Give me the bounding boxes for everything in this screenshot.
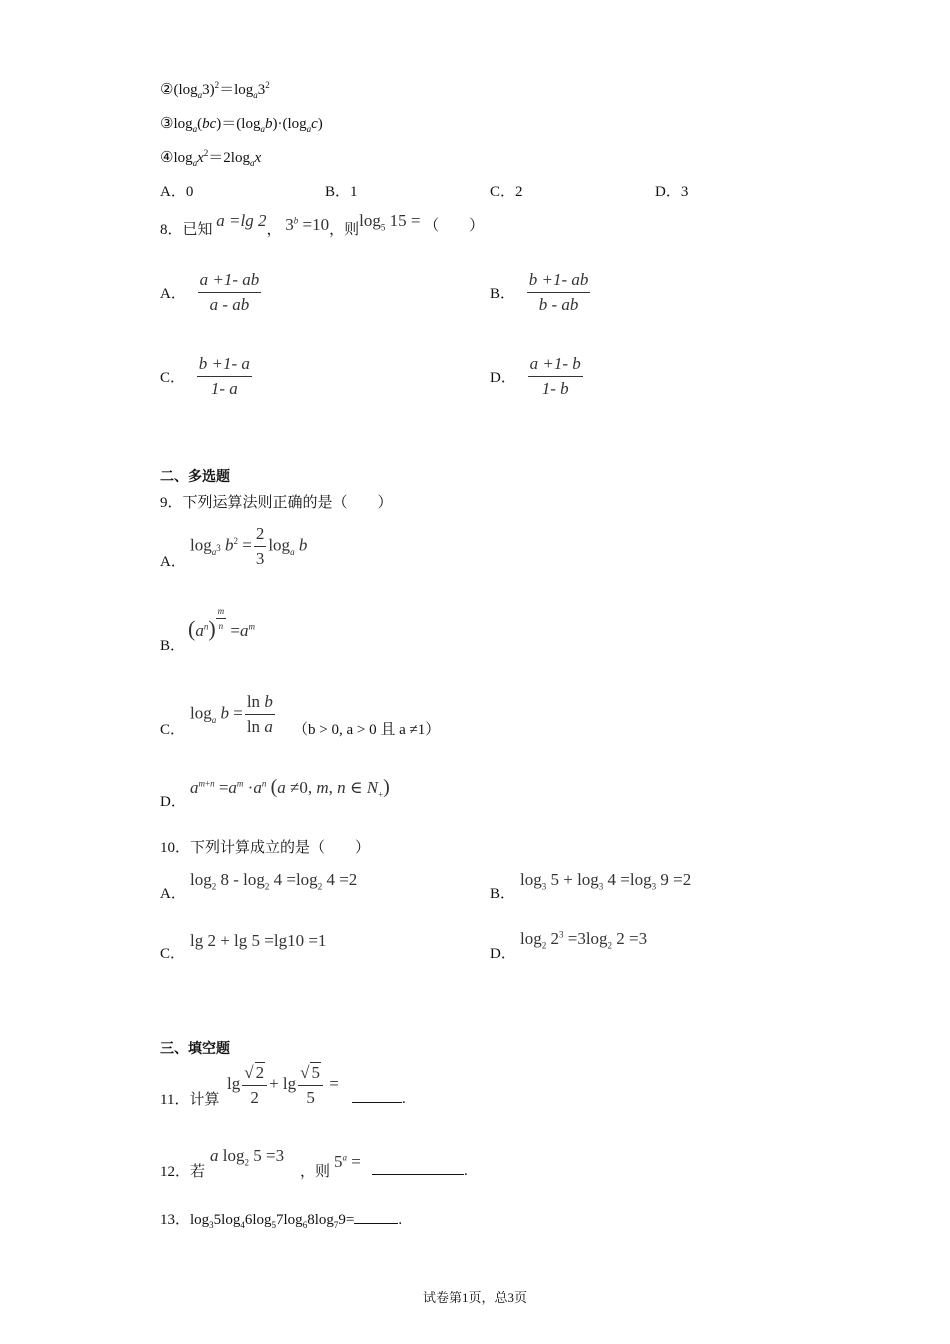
q8-option-a-fraction bbox=[198, 270, 262, 315]
q8-option-c-label: C． bbox=[160, 370, 186, 386]
q8-log15-text: 15 = bbox=[389, 211, 421, 230]
q7-item-4: $④\log_ax^2=2\log_ax$ bbox=[160, 148, 262, 168]
q11-formula: lg $\frac{√ 2}{2}$ + lg $\frac{√ 5}{5}$ = bbox=[227, 1063, 339, 1107]
q7-item-3: $③\log_a(bc)=(\log_ab)\cdot(\log_ac)$ bbox=[160, 116, 323, 134]
q10-option-d-formula: $\log_2 2^3 =3\log_2$ 2 =3 bbox=[520, 929, 648, 951]
q9-option-b-formula: $(a^n)$ $\frac{m}{n}$ $=a^m$ bbox=[188, 605, 255, 641]
q10-option-c-formula: lg 2 + lg 5 =lg10 =1 bbox=[190, 931, 327, 950]
q7-option-b: B．1 bbox=[325, 184, 358, 200]
q9-option-a-label: A． bbox=[160, 554, 186, 570]
q8-log-expr: $\log_5 15$ = bbox=[359, 211, 421, 233]
page-footer: 试卷第1页，总3页 bbox=[422, 1290, 527, 1305]
q9-option-c-condition: （b > 0, a > 0 且 a ≠1） bbox=[293, 722, 441, 738]
q10-option-a-formula: $\log_2 8 - \log_2 4 =\log_2$ 4 =2 bbox=[190, 870, 358, 892]
q12-then: ，则 bbox=[300, 1164, 331, 1180]
q12-suffix: . bbox=[464, 1163, 468, 1179]
q9-option-b-label: B． bbox=[160, 638, 186, 654]
q8-option-a-den: a - ab bbox=[209, 295, 250, 314]
q12-prefix: 12．若 bbox=[160, 1164, 206, 1180]
q8-option-d-den: 1- b bbox=[541, 379, 569, 398]
q8-option-d-label: D． bbox=[490, 370, 516, 386]
q7-option-d: D．3 bbox=[655, 184, 689, 200]
q8-condition-a: a =lg 2 bbox=[216, 211, 267, 230]
q8-option-c-den: 1- a bbox=[210, 379, 238, 398]
section-multiple-choice: 二、多选题 bbox=[160, 469, 230, 485]
q8-then: ，则 bbox=[329, 222, 360, 238]
q8-option-c-fraction bbox=[197, 354, 252, 399]
q8-option-b-den: b - ab bbox=[538, 295, 579, 314]
q8-option-c bbox=[160, 354, 252, 399]
q11-suffix: . bbox=[402, 1091, 406, 1107]
q9-option-a-formula: $\log_{a^3} b^2$ = $\frac{2}{3}$ $\log_a b$ bbox=[190, 524, 308, 568]
q8-option-c-num: b +1- a bbox=[197, 354, 252, 377]
q8-stem bbox=[160, 211, 485, 239]
q10-stem: 10．下列计算成立的是（ ） bbox=[160, 840, 371, 856]
q10-option-b-label: B． bbox=[490, 886, 516, 902]
q8-paren: （ ） bbox=[424, 218, 485, 234]
q8-number: 8．已知 bbox=[160, 222, 213, 238]
q9-stem: 9．下列运算法则正确的是（ ） bbox=[160, 495, 393, 511]
q8-option-d-num: a +1- b bbox=[528, 354, 583, 377]
q8-option-b-num: b +1- ab bbox=[527, 270, 591, 293]
q7-option-c: C．2 bbox=[490, 184, 523, 200]
q9-option-c-label: C． bbox=[160, 722, 186, 738]
q8-option-b-fraction bbox=[527, 270, 591, 315]
q8-sep: ， bbox=[266, 222, 282, 238]
q10-option-b-formula: $\log_3 5 + \log_3 4 =\log_3$ 9 =2 bbox=[520, 870, 692, 892]
q10-option-a-label: A． bbox=[160, 886, 186, 902]
q9-option-c-formula: $\log_a b$ = $\frac{\text{ln b}}{\text{ln a}}$ bbox=[190, 692, 273, 736]
q8-option-a bbox=[160, 270, 261, 315]
q10-option-c-label: C． bbox=[160, 946, 186, 962]
q11-prefix: 11．计算 bbox=[160, 1092, 220, 1108]
q8-option-a-label: A． bbox=[160, 286, 186, 302]
q7-item-2: $②(\log_a3)^2=\log_a3^2$ bbox=[160, 80, 270, 100]
q13-suffix: . bbox=[398, 1212, 403, 1228]
q7-option-a: A．0 bbox=[160, 184, 194, 200]
q12-answer-blank[interactable] bbox=[372, 1160, 468, 1180]
section-fill-in: 三、填空题 bbox=[160, 1041, 230, 1057]
q12-expression: $5^a$ = bbox=[334, 1152, 361, 1171]
q11-answer-blank[interactable] bbox=[352, 1088, 406, 1108]
q8-option-b-label: B． bbox=[490, 286, 516, 302]
q13-answer-blank[interactable] bbox=[354, 1209, 398, 1224]
q8-option-b bbox=[490, 270, 590, 315]
q10-option-d-label: D． bbox=[490, 946, 516, 962]
q12-condition: a $\log_2 5 =3$ bbox=[210, 1146, 285, 1168]
q9-option-d-formula: $a^{m+n} =a^m \cdot a^n$ (a ≠0, m, n ∈ $N_+$) bbox=[190, 776, 390, 800]
q8-option-a-num: a +1- ab bbox=[198, 270, 262, 293]
q8-cond2-text: =10 bbox=[302, 215, 330, 234]
q8-condition-b: 3$^b$ =10 bbox=[285, 215, 330, 234]
q13-prefix: 13．log bbox=[160, 1212, 210, 1228]
q13-stem: 13．$\log_35\log_46\log_57\log_68\log_79=$ . bbox=[160, 1208, 402, 1229]
q9-option-d-label: D． bbox=[160, 794, 186, 810]
q8-option-d bbox=[490, 354, 583, 399]
q8-option-d-fraction bbox=[528, 354, 583, 399]
